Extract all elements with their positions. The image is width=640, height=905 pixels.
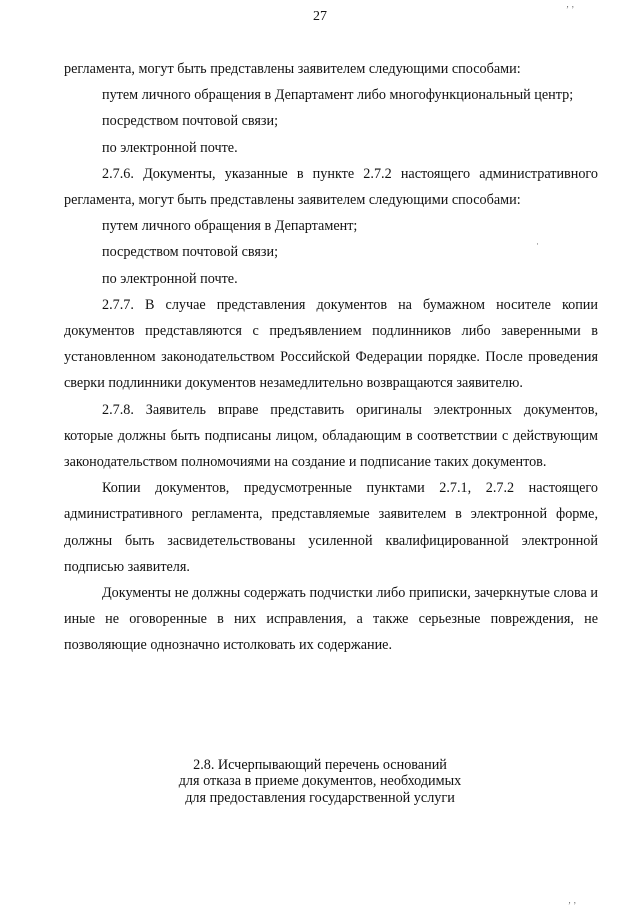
list-item-email-2: по электронной почте. [102, 270, 238, 287]
section-heading-line: 2.8. Исчерпывающий перечень оснований [193, 757, 447, 773]
paragraph-continuation: регламента, могут быть представлены заявителем следующими способами: [64, 61, 521, 77]
document-body [64, 56, 598, 659]
paragraph-copies: Копии документов, предусмотренные пунктами 2.7.1, 2.7.2 настоящего административного регламента, представляемые заявителем в электронной форме, должны быть засвидетельствованы усиленной квалифицированной электронной подписью заявителя. [64, 480, 598, 575]
scan-mark: · [536, 239, 539, 249]
list-item-email: по электронной почте. [102, 139, 238, 156]
paragraph-2-7-6: 2.7.6. Документы, указанные в пункте 2.7.2 настоящего административного регламента, могут быть представлены заявителем следующими способами: [64, 165, 598, 209]
scan-mark: ‚ ‚ [568, 895, 577, 905]
list-item-postal-2: посредством почтовой связи; [102, 244, 279, 261]
section-heading-2-8 [0, 757, 640, 806]
scan-mark: ‚ ‚ [566, 0, 575, 9]
section-heading-line: для отказа в приеме документов, необходимых [178, 773, 462, 790]
list-item-postal: посредством почтовой связи; [102, 113, 279, 130]
paragraph-documents-requirements: Документы не должны содержать подчистки либо приписки, зачеркнутые слова и иные не оговоренные в них исправления, а также серьезные повреждения, не позволяющие однозначно истолковать их содержание. [64, 585, 598, 654]
paragraph-2-7-7: 2.7.7. В случае представления документов на бумажном носителе копии документов представляются с предъявлением подлинников либо заверенными в установленном законодательством Российской Федерации порядке. После проведения сверки подлинники документов незамедлительно возвращаются заявителю. [64, 296, 598, 392]
page-number: 27 [313, 9, 327, 24]
section-heading-line: для предоставления государственной услуги [185, 789, 455, 806]
list-item-personal-visit: путем личного обращения в Департамент; [102, 218, 358, 235]
list-item-personal-visit-mfc: путем личного обращения в Департамент либо многофункциональный центр; [102, 87, 574, 104]
paragraph-2-7-8: 2.7.8. Заявитель вправе представить оригиналы электронных документов, которые должны быть подписаны лицом, обладающим в соответствии с действующим законодательством полномочиями на создание и подписание таких документов. [64, 401, 598, 471]
